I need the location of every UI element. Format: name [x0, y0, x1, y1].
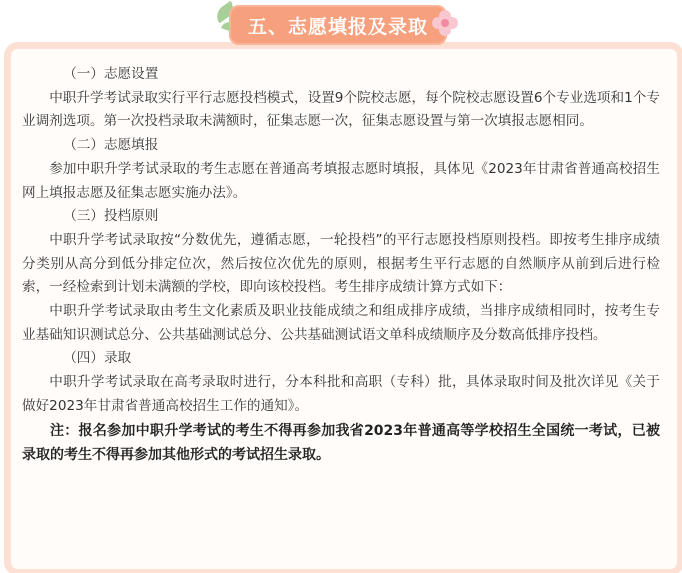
subsection-heading-admission: （四）录取	[63, 350, 132, 367]
flower-icon	[432, 10, 458, 36]
paragraph-volunteer-setting: 中职升学考试录取实行平行志愿投档模式，设置9个院校志愿，每个院校志愿设置6个专业选项和1个专业调剂选项。第一次投档录取未满额时，征集志愿一次，征集志愿设置与第一次填报志愿相同。	[22, 89, 660, 130]
paragraph-admission-principle: 中职升学考试录取按“分数优先，遵循志愿，一轮投档”的平行志愿投档原则投档。即按考生排序成绩分类别从高分到低分排定位次，然后按位次优先的原则，根据考生平行志愿的自然顺序从前到后进行检索，一经检索到计划未满额的学校，即向该校投档。考生排序成绩计算方式如下：	[22, 231, 660, 296]
paragraph-volunteer-filling: 参加中职升学考试录取的考生志愿在普通高考填报志愿时填报，具体见《2023年甘肃省普通高校招生网上填报志愿及征集志愿实施办法》。	[22, 160, 660, 201]
paragraph-admission: 中职升学考试录取在高考录取时进行，分本科批和高职（专科）批，具体录取时间及批次详见《关于做好2023年甘肃省普通高校招生工作的通知》。	[22, 374, 660, 414]
article-body	[22, 63, 660, 468]
note-paragraph: 注：报名参加中职升学考试的考生不得再参加我省2023年普通高等学校招生全国统一考试，已被录取的考生不得再参加其他形式的考试招生录取。	[22, 422, 660, 464]
subsection-heading-admission-principle: （三）投档原则	[63, 208, 159, 225]
section-title: 五、志愿填报及录取	[247, 15, 428, 38]
subsection-heading-volunteer-filling: （二）志愿填报	[63, 137, 159, 154]
section-title-banner	[229, 5, 447, 45]
subsection-heading-volunteer-setting: （一）志愿设置	[63, 66, 159, 82]
paragraph-ranking-score: 中职升学考试录取由考生文化素质及职业技能成绩之和组成排序成绩，当排序成绩相同时，按考生专业基础知识测试总分、公共基础测试总分、公共基础测试语文单科成绩顺序及分数高低排序投档。	[22, 303, 660, 343]
